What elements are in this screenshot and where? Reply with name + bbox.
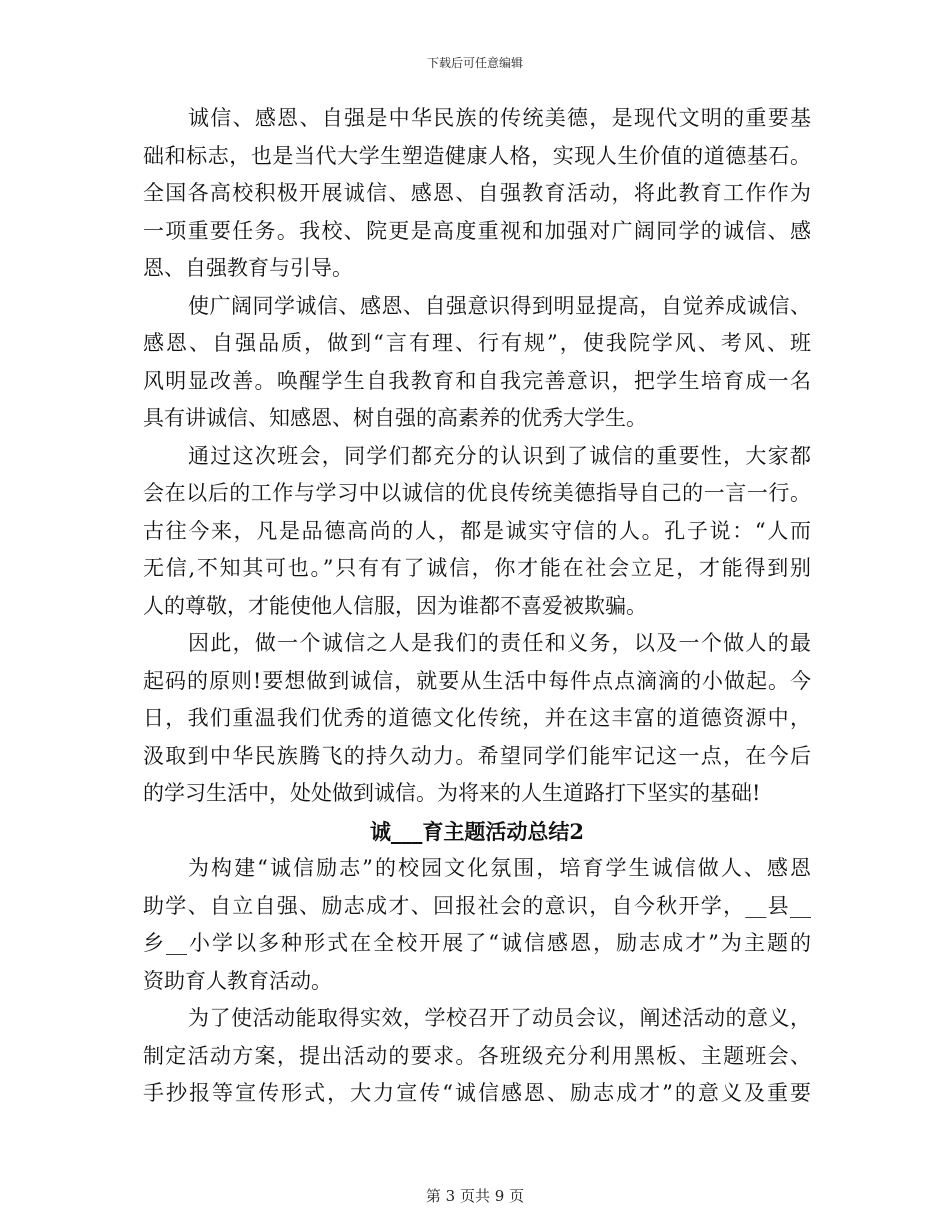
page-header: 下载后可任意编辑 — [426, 56, 523, 70]
text-line: 一项重要任务。我校、院更是高度重视和加强对广阔同学的诚信、感 — [143, 218, 811, 243]
text-line: 为构建“诚信励志”的校园文化氛围，培育学生诚信做人、感恩 — [188, 856, 811, 880]
section-heading: 诚___育主题活动总结2 — [369, 818, 585, 844]
paragraph-2 — [143, 288, 811, 438]
text-line: 助学、自立自强、励志成才、回报社会的意识，自今秋开学，__县__ — [143, 893, 811, 918]
text-line: 无信,不知其可也。”只有有了诚信，你才能在社会立足，才能得到别 — [143, 556, 811, 580]
text-line: 因此，做一个诚信之人是我们的责任和义务，以及一个做人的最 — [188, 631, 811, 655]
text-line: 通过这次班会，同学们都充分的认识到了诚信的重要性，大家都 — [188, 443, 811, 468]
text-line: 资助育人教育活动。 — [143, 968, 332, 993]
text-line: 恩、自强教育与引导。 — [143, 256, 353, 280]
paragraph-3 — [143, 438, 811, 626]
text-line: 古往今来，凡是品德高尚的人，都是诚实守信的人。孔子说：“人而 — [143, 518, 811, 543]
text-line: 全国各高校积极开展诚信、感恩、自强教育活动，将此教育工作作为 — [143, 181, 811, 205]
text-line: 诚信、感恩、自强是中华民族的传统美德，是现代文明的重要基 — [188, 106, 811, 130]
text-line: 为了使活动能取得实效，学校召开了动员会议，阐述活动的意义， — [188, 1006, 811, 1030]
text-line: 乡__小学以多种形式在全校开展了“诚信感恩，励志成才”为主题的 — [143, 931, 811, 955]
paragraph-1 — [143, 100, 811, 288]
document-body — [143, 100, 811, 1113]
text-line: 使广阔同学诚信、感恩、自强意识得到明显提高，自觉养成诚信、 — [188, 293, 811, 318]
paragraph-6 — [143, 1000, 811, 1113]
text-line: 制定活动方案，提出活动的要求。各班级充分利用黑板、主题班会、 — [143, 1043, 811, 1068]
text-line: 汲取到中华民族腾飞的持久动力。希望同学们能牢记这一点，在今后 — [143, 743, 811, 768]
page-number: 第 3 页共 9 页 — [425, 1187, 525, 1205]
text-line: 会在以后的工作与学习中以诚信的优良传统美德指导自己的一言一行。 — [143, 481, 811, 505]
text-line: 的学习生活中，处处做到诚信。为将来的人生道路打下坚实的基础! — [143, 781, 761, 805]
text-line: 具有讲诚信、知感恩、树自强的高素养的优秀大学生。 — [143, 406, 647, 430]
text-line: 风明显改善。唤醒学生自我教育和自我完善意识，把学生培育成一名 — [143, 368, 811, 393]
text-line: 感恩、自强品质，做到“言有理、行有规”，使我院学风、考风、班 — [143, 331, 811, 355]
text-line: 础和标志，也是当代大学生塑造健康人格，实现人生价值的道德基石。 — [143, 143, 811, 168]
paragraph-4 — [143, 625, 811, 813]
text-line: 日，我们重温我们优秀的道德文化传统，并在这丰富的道德资源中， — [143, 706, 811, 730]
text-line: 人的尊敬，才能使他人信服，因为谁都不喜爱被欺骗。 — [143, 593, 647, 618]
text-line: 手抄报等宣传形式，大力宣传“诚信感恩、励志成才”的意义及重要 — [143, 1081, 811, 1105]
paragraph-5 — [143, 850, 811, 1000]
text-line: 起码的原则!要想做到诚信，就要从生活中每件点点滴滴的小做起。今 — [143, 668, 811, 693]
